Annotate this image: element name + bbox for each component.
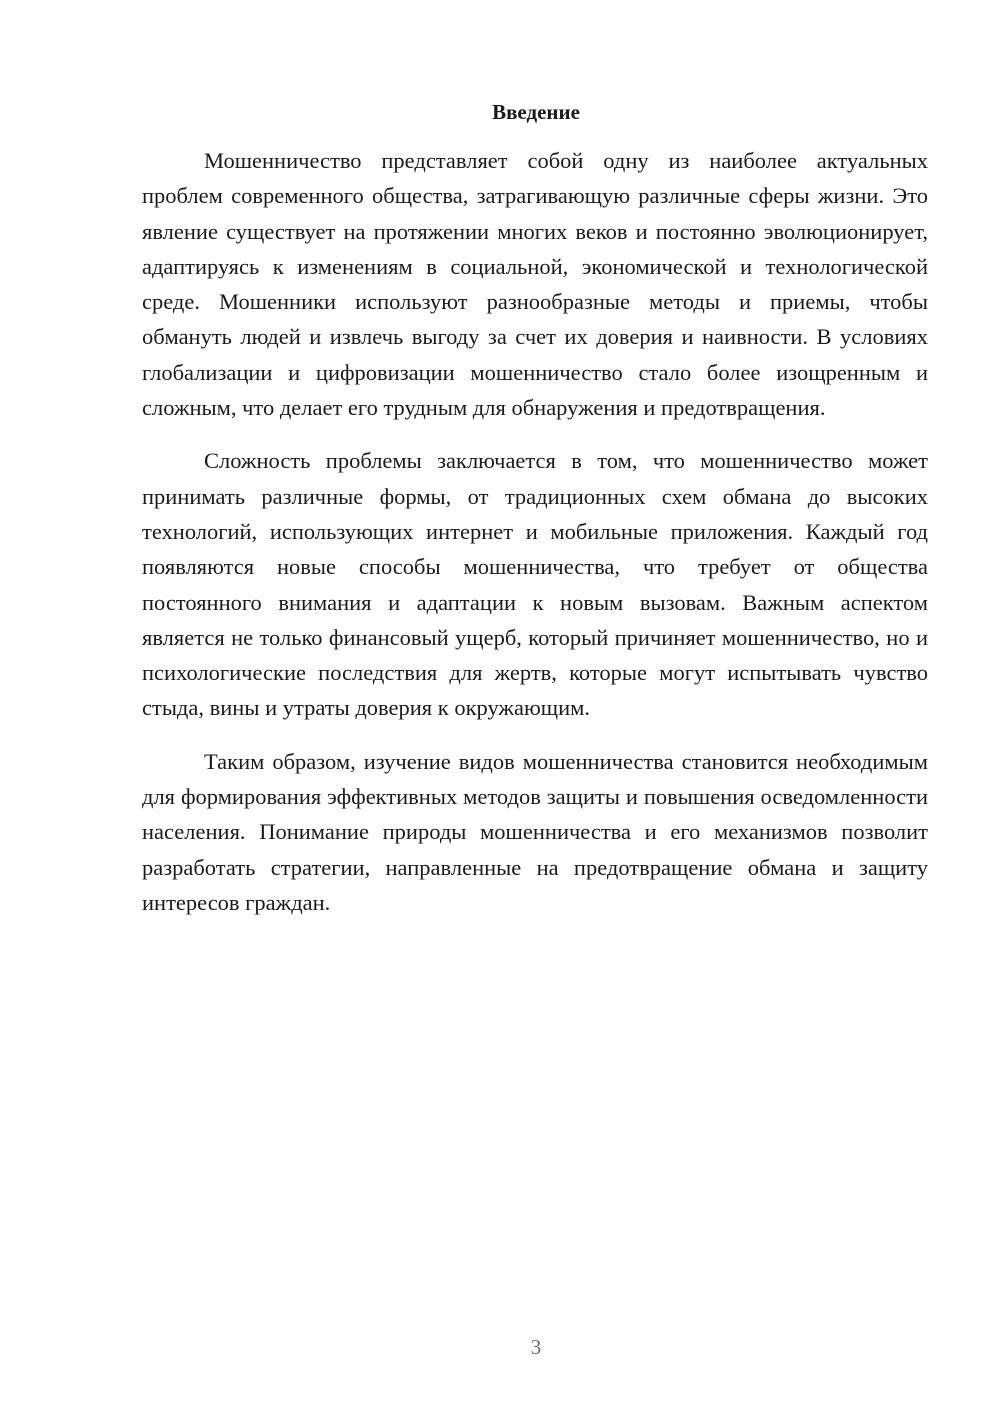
paragraph: Таким образом, изучение видов мошенничества становится необходимым для формирования эффективных методов защиты и повышения осведомленности населения. Понимание природы мошенничества и его механизмов позволит разработать стратегии, направленные на предотвращение обмана и защиту интересов граждан.	[142, 748, 928, 915]
page-number: 3	[530, 1335, 542, 1359]
section-heading: Введение	[492, 100, 580, 124]
body-text	[142, 143, 928, 938]
paragraph: Мошенничество представляет собой одну из наиболее актуальных проблем современного общества, затрагивающую различные сферы жизни. Это явление существует на протяжении многих веков и постоянно эволюционирует, адаптируясь к изменениям в социальной, экономической и технологической среде. Мошенники используют разнообразные методы и приемы, чтобы обмануть людей и извлечь выгоду за счет их доверия и наивности. В условиях глобализации и цифровизации мошенничество стало более изощренным и сложным, что делает его трудным для обнаружения и предотвращения.	[142, 148, 928, 421]
paragraph: Сложность проблемы заключается в том, что мошенничество может принимать различные формы, от традиционных схем обмана до высоких технологий, использующих интернет и мобильные приложения. Каждый год появляются новые способы мошенничества, что требует от общества постоянного внимания и адаптации к новым вызовам. Важным аспектом является не только финансовый ущерб, который причиняет мошенничество, но и психологические последствия для жертв, которые могут испытывать чувство стыда, вины и утраты доверия к окружающим.	[142, 448, 928, 721]
